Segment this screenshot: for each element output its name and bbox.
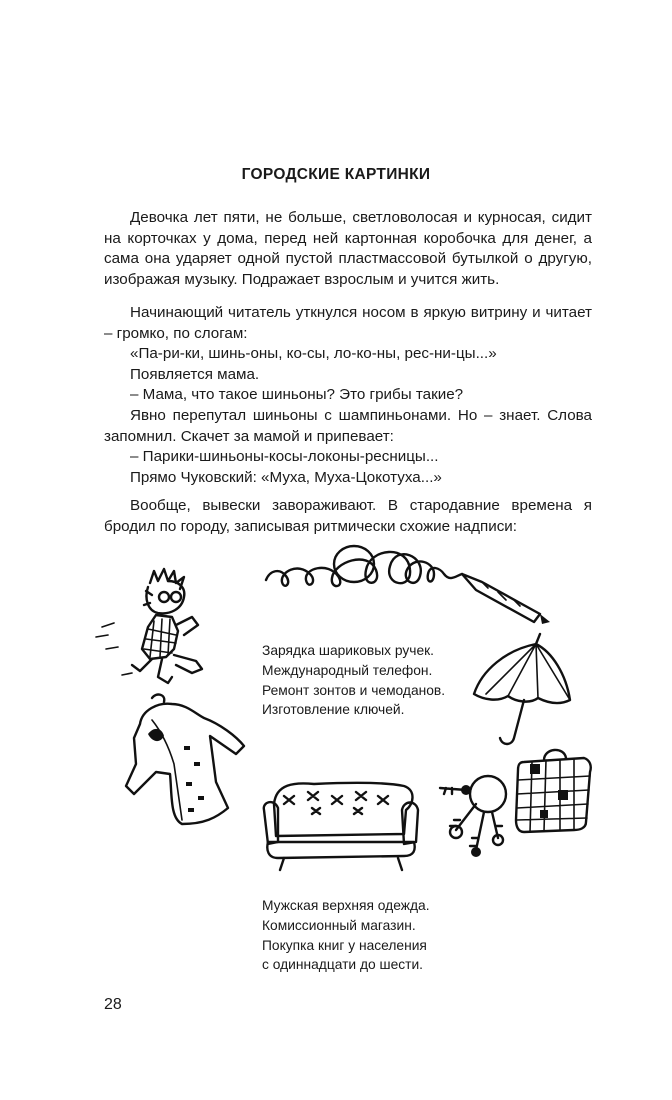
pen-drawing <box>258 540 558 630</box>
signs-list-1 <box>262 641 445 720</box>
paragraph-girl: Девочка лет пяти, не больше, светловолосая и курносая, сидит на корточках у дома, перед ней картонная коробочка для денег, а сама она ударяет одной пустой пластмассовой бутылкой о другую, изображая музыку. Подражает взрослым и учится жить. <box>104 209 592 288</box>
paragraph-signs: Вообще, вывески завораживают. В стародавние времена я бродил по городу, записывая ритмически схожие надписи: <box>104 497 592 535</box>
paragraph-block-3 <box>104 496 592 537</box>
sign-line: Покупка книг у населения <box>262 937 427 953</box>
quote-syllables: «Па-ри-ки, шинь-оны, ко-сы, ло-ко-ны, рес-ни-цы...» <box>130 345 497 363</box>
paragraph-reader: Начинающий читатель уткнулся носом в яркую витрину и читает – громко, по слогам: <box>104 304 592 342</box>
sign-line: Зарядка шариковых ручек. <box>262 643 435 658</box>
sign-line: Международный телефон. <box>262 662 433 678</box>
paragraph-block-2 <box>104 303 592 488</box>
paragraph-block-1 <box>104 208 592 290</box>
umbrella-drawing <box>466 630 586 750</box>
page-number: 28 <box>104 996 122 1013</box>
coat-drawing <box>112 690 262 840</box>
signs-list-2 <box>262 896 430 975</box>
suitcase-drawing <box>510 740 600 840</box>
sofa-drawing <box>254 772 424 872</box>
chapter-title: ГОРОДСКИЕ КАРТИНКИ <box>241 166 431 183</box>
dialogue-chant: – Парики-шиньоны-косы-локоны-ресницы... <box>130 448 439 466</box>
dialogue-question: – Мама, что такое шиньоны? Это грибы такие? <box>130 386 464 404</box>
line-chukovsky: Прямо Чуковский: «Муха, Муха-Цокотуха...» <box>130 468 442 486</box>
sign-line: с одиннадцати до шести. <box>262 957 424 973</box>
paragraph-confused: Явно перепутал шиньоны с шампиньонами. Но – знает. Слова запомнил. Скачет за мамой и припевает: <box>104 406 592 445</box>
sign-line: Мужская верхняя одежда. <box>262 898 430 913</box>
boy-drawing <box>92 565 232 695</box>
sign-line: Ремонт зонтов и чемоданов. <box>262 682 446 698</box>
sign-line: Комиссионный магазин. <box>262 917 416 933</box>
sign-line: Изготовление ключей. <box>262 702 405 718</box>
line-mom-appears: Появляется мама. <box>130 365 260 383</box>
keys-drawing <box>430 768 520 868</box>
